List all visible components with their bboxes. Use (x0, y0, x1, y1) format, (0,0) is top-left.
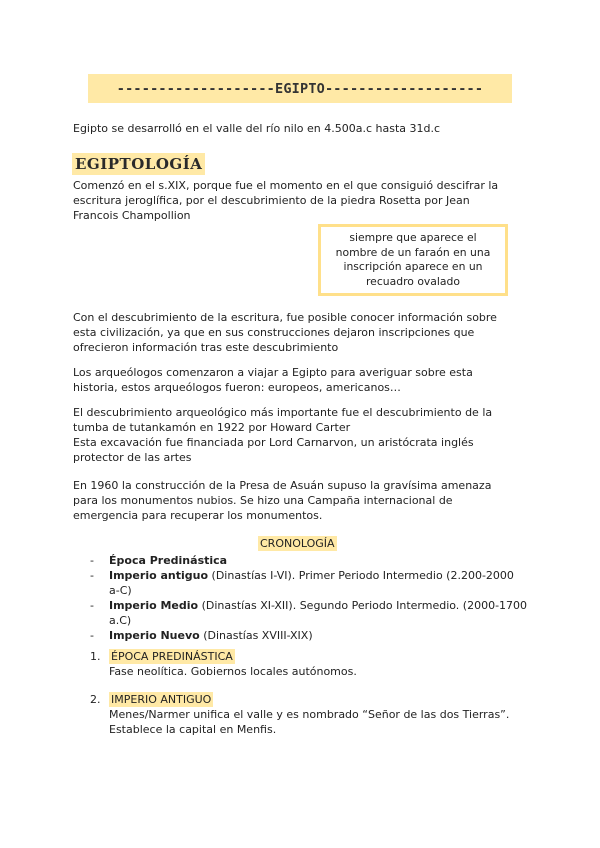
period-name: Época Predinástica (109, 554, 228, 567)
note-box (318, 224, 508, 296)
note-line: siempre que aparece el (349, 231, 477, 244)
text-line: protector de las artes (73, 451, 192, 464)
section-number: 2. (90, 693, 101, 706)
page-title: -------------------EGIPTO------------------- (116, 80, 484, 97)
text-line: Con el descubrimiento de la escritura, fue posible conocer información sobre (73, 311, 497, 324)
period-name: Imperio antiguo (109, 569, 209, 582)
period-detail-cont: a.C) (109, 614, 132, 627)
section-body (109, 707, 509, 737)
text-line: Los arqueólogos comenzaron a viajar a Egipto para averiguar sobre esta (73, 366, 473, 379)
period-detail-cont: a-C) (109, 584, 132, 597)
section-heading: EGIPTOLOGÍA (72, 153, 205, 175)
title-banner (88, 74, 512, 103)
bullet-dash: - (90, 599, 94, 612)
text-line: para los monumentos nubios. Se hizo una Campaña internacional de (73, 494, 453, 507)
note-line: nombre de un faraón en una (335, 245, 491, 259)
paragraph-egiptologia (73, 178, 533, 223)
period-detail: (Dinastías XI-XII). Segundo Periodo Intermedio. (2000-1700 (198, 599, 528, 612)
section-title: IMPERIO ANTIGUO (111, 693, 212, 706)
text-line: tumba de tutankamón en 1922 por Howard Carter (73, 421, 351, 434)
text-line: El descubrimiento arqueológico más importante fue el descubrimiento de la (73, 406, 493, 419)
text-line: Fase neolítica. Gobiernos locales autónomos. (109, 665, 357, 678)
section-body (109, 664, 357, 679)
text-line: esta civilización, ya que en sus construcciones dejaron inscripciones que (73, 326, 475, 339)
text-line: historia, estos arqueólogos fueron: europeos, americanos… (73, 381, 401, 394)
period-name: Imperio Medio (109, 599, 199, 612)
text-line: Esta excavación fue financiada por Lord Carnarvon, un aristócrata inglés (73, 436, 474, 449)
paragraph-asuan (73, 478, 533, 523)
text-line: ofrecieron información tras este descubrimiento (73, 341, 339, 354)
text-line: emergencia para recuperar los monumentos. (73, 509, 323, 522)
cronologia-title: CRONOLOGÍA (260, 537, 335, 550)
paragraph-arqueologos (73, 365, 533, 395)
note-line: recuadro ovalado (365, 274, 461, 288)
bullet-dash: - (90, 569, 94, 582)
section-number: 1. (90, 650, 101, 663)
text-line: En 1960 la construcción de la Presa de Asuán supuso la gravísima amenaza (73, 479, 492, 492)
text-line: escritura jeroglífica, por el descubrimiento de la piedra Rosetta por Jean (73, 194, 470, 207)
bullet-dash: - (90, 554, 94, 567)
note-line: inscripción aparece en un (343, 260, 483, 273)
intro-line: Egipto se desarrolló en el valle del río nilo en 4.500a.c hasta 31d.c (73, 122, 441, 135)
text-line: Menes/Narmer unifica el valle y es nombrado “Señor de las dos Tierras”. (109, 708, 510, 721)
period-name: Imperio Nuevo (109, 629, 200, 642)
text-line: Comenzó en el s.XIX, porque fue el momento en el que consiguió descifrar la (73, 179, 499, 192)
period-detail: (Dinastías XVIII-XIX) (199, 629, 313, 642)
paragraph-escritura (73, 310, 533, 355)
section-title: ÉPOCA PREDINÁSTICA (111, 650, 233, 663)
period-detail: (Dinastías I-VI). Primer Periodo Intermedio (2.200-2000 (208, 569, 514, 582)
paragraph-tutankamon (73, 405, 533, 465)
bullet-dash: - (90, 629, 94, 642)
text-line: Establece la capital en Menfis. (109, 723, 277, 736)
text-line: Francois Champollion (73, 209, 191, 222)
